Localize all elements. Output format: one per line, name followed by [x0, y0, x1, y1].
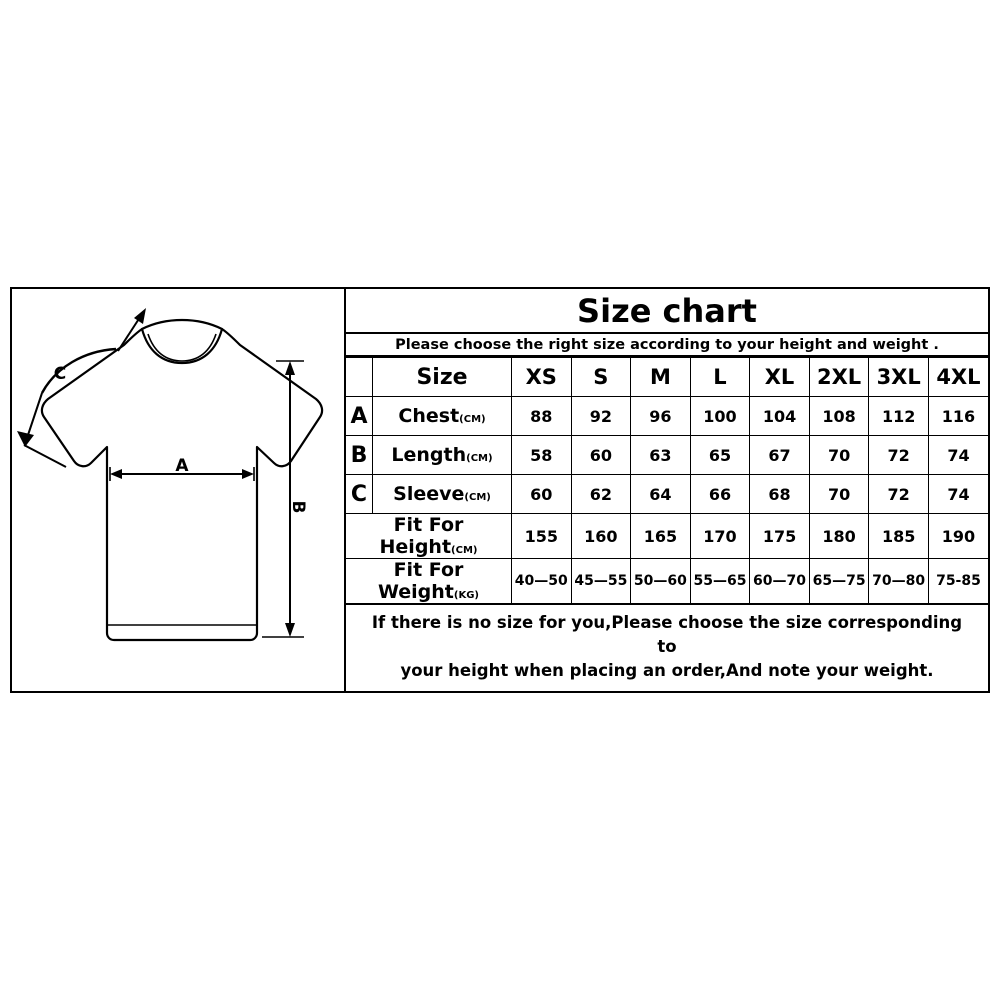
cell-weight-xs: 40—50 [512, 559, 572, 604]
cell-chest-m: 96 [631, 397, 691, 436]
cell-chest-4xl: 116 [928, 397, 988, 436]
row-unit-sleeve: (CM) [464, 492, 491, 504]
header-size-label: Size [373, 358, 512, 397]
row-label-length-text: Length [391, 444, 467, 467]
tshirt-diagram-icon [12, 289, 344, 691]
cell-weight-4xl: 75-85 [928, 559, 988, 604]
chart-subtitle: Please choose the right size according to your height and weight . [395, 336, 939, 353]
cell-weight-l: 55—65 [690, 559, 750, 604]
row-label-chest [373, 397, 512, 436]
row-unit-fit-height: (CM) [451, 545, 478, 557]
header-col-xs: XS [512, 358, 572, 397]
cell-height-l: 170 [690, 514, 750, 559]
cell-length-3xl: 72 [869, 436, 929, 475]
cell-chest-s: 92 [571, 397, 631, 436]
row-unit-length: (CM) [466, 453, 493, 465]
table-row [346, 436, 988, 475]
cell-weight-s: 45—55 [571, 559, 631, 604]
header-letter-spacer [346, 358, 373, 397]
table-wrapper [346, 357, 988, 691]
cell-chest-l: 100 [690, 397, 750, 436]
row-label-fit-height-text: Fit For Height [379, 514, 464, 559]
cell-sleeve-3xl: 72 [869, 475, 929, 514]
cell-length-xs: 58 [512, 436, 572, 475]
row-label-fit-height [346, 514, 512, 559]
cell-sleeve-m: 64 [631, 475, 691, 514]
row-label-sleeve-text: Sleeve [393, 483, 465, 506]
cell-sleeve-s: 62 [571, 475, 631, 514]
footer-line-2: your height when placing an order,And note your weight. [400, 661, 934, 681]
cell-length-s: 60 [571, 436, 631, 475]
cell-height-2xl: 180 [809, 514, 869, 559]
row-label-chest-text: Chest [398, 405, 460, 428]
table-row [346, 397, 988, 436]
table-row [346, 514, 988, 559]
row-unit-chest: (CM) [459, 414, 486, 426]
chart-footer-note [346, 604, 988, 691]
cell-chest-2xl: 108 [809, 397, 869, 436]
cell-height-s: 160 [571, 514, 631, 559]
cell-sleeve-xs: 60 [512, 475, 572, 514]
row-letter-c: C [346, 475, 373, 514]
cell-height-3xl: 185 [869, 514, 929, 559]
header-col-l: L [690, 358, 750, 397]
header-col-xl: XL [750, 358, 810, 397]
measure-label-a: A [175, 456, 189, 476]
measure-label-c: C [53, 364, 67, 384]
row-label-fit-weight-text: Fit For Weight [378, 559, 464, 604]
cell-length-xl: 67 [750, 436, 810, 475]
cell-weight-3xl: 70—80 [869, 559, 929, 604]
header-col-4xl: 4XL [928, 358, 988, 397]
cell-length-2xl: 70 [809, 436, 869, 475]
chart-title-row [346, 289, 988, 334]
header-col-2xl: 2XL [809, 358, 869, 397]
cell-sleeve-4xl: 74 [928, 475, 988, 514]
footer-line-1: If there is no size for you,Please choose the size corresponding to [371, 613, 963, 657]
size-table [346, 357, 988, 604]
cell-chest-3xl: 112 [869, 397, 929, 436]
cell-length-l: 65 [690, 436, 750, 475]
cell-chest-xs: 88 [512, 397, 572, 436]
row-label-length [373, 436, 512, 475]
cell-length-m: 63 [631, 436, 691, 475]
table-row [346, 559, 988, 604]
row-letter-a: A [346, 397, 373, 436]
cell-height-m: 165 [631, 514, 691, 559]
row-letter-b: B [346, 436, 373, 475]
cell-weight-2xl: 65—75 [809, 559, 869, 604]
measure-label-b: B [288, 500, 308, 514]
cell-weight-xl: 60—70 [750, 559, 810, 604]
cell-sleeve-2xl: 70 [809, 475, 869, 514]
header-col-m: M [631, 358, 691, 397]
cell-chest-xl: 104 [750, 397, 810, 436]
chart-title: Size chart [577, 291, 757, 330]
tshirt-illustration-panel [12, 289, 346, 691]
row-label-sleeve [373, 475, 512, 514]
row-unit-fit-weight: (KG) [453, 590, 479, 602]
size-chart-container [10, 287, 990, 693]
header-col-s: S [571, 358, 631, 397]
cell-length-4xl: 74 [928, 436, 988, 475]
chart-subtitle-row [346, 334, 988, 357]
cell-sleeve-l: 66 [690, 475, 750, 514]
row-label-fit-weight [346, 559, 512, 604]
cell-height-xl: 175 [750, 514, 810, 559]
cell-sleeve-xl: 68 [750, 475, 810, 514]
table-row [346, 475, 988, 514]
cell-height-4xl: 190 [928, 514, 988, 559]
header-col-3xl: 3XL [869, 358, 929, 397]
cell-height-xs: 155 [512, 514, 572, 559]
cell-weight-m: 50—60 [631, 559, 691, 604]
size-table-panel [346, 289, 988, 691]
table-header-row [346, 358, 988, 397]
